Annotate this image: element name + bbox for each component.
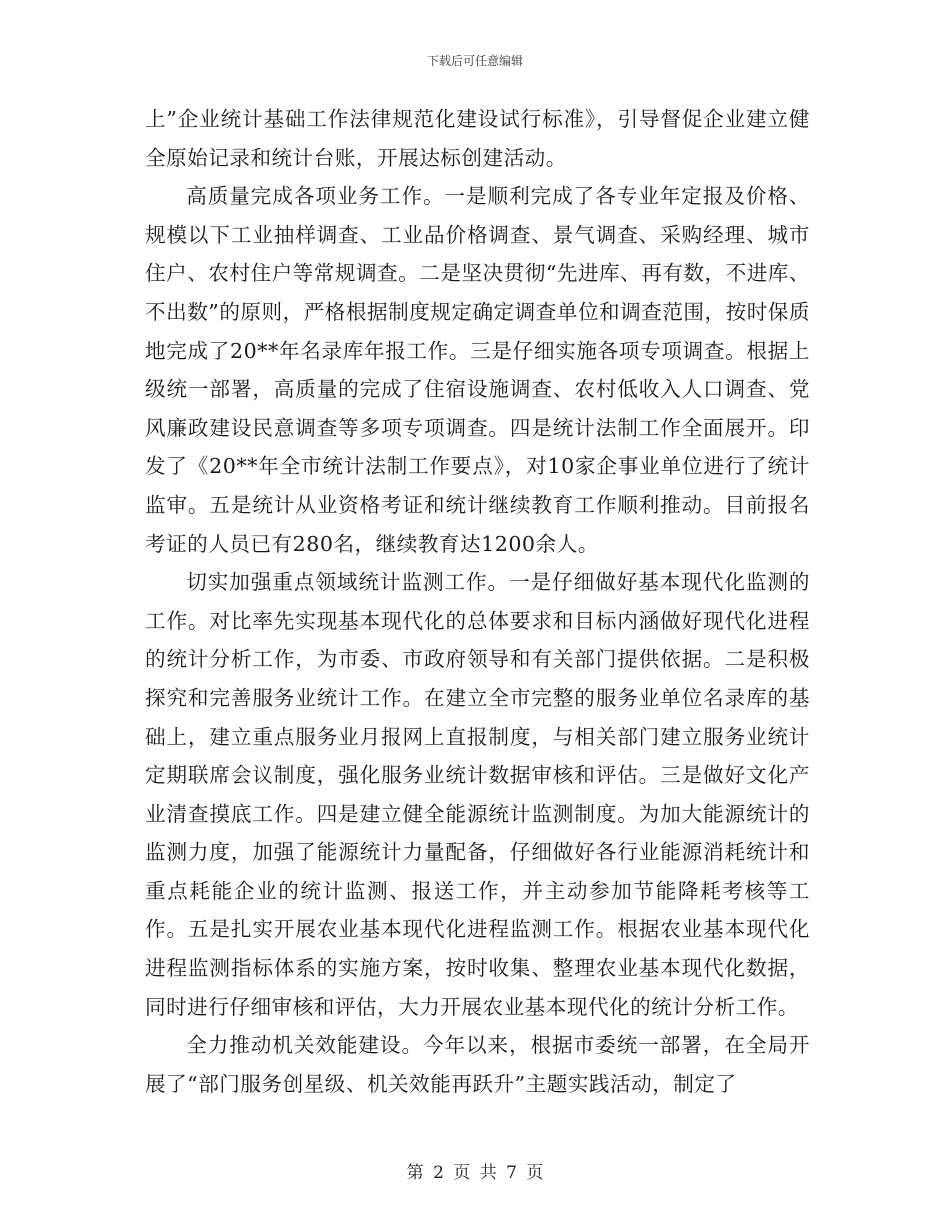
page-number: 第 2 页 共 7 页 [406, 1163, 544, 1183]
paragraph: 全力推动机关效能建设。今年以来，根据市委统一部署，在全局开展了“部门服务创星级、机关效能再跃升”主题实践活动，制定了 [145, 1033, 810, 1096]
paragraph: 上”企业统计基础工作法律规范化建设试行标准》，引导督促企业建立健全原始记录和统计台账，开展达标创建活动。 [145, 107, 810, 170]
paragraph: 高质量完成各项业务工作。一是顺利完成了各专业年定报及价格、规模以下工业抽样调查、工业品价格调查、景气调查、采购经理、城市住户、农村住户等常规调查。二是坚决贯彻“先进库、再有数，不进库、不出数”的原则，严格根据制度规定确定调查单位和调查范围，按时保质地完成了20**年名录库年报工作。三是仔细实施各项专项调查。根据上级统一部署，高质量的完成了住宿设施调查、农村低收入人口调查、党风廉政建设民意调查等多项专项调查。四是统计法制工作全面展开。印发了《20**年全市统计法制工作要点》，对10家企事业单位进行了统计监审。五是统计从业资格考证和统计继续教育工作顺利推动。目前报名考证的人员已有280名，继续教育达1200余人。 [145, 184, 810, 556]
body-text [145, 100, 810, 1103]
paragraph: 切实加强重点领域统计监测工作。一是仔细做好基本现代化监测的工作。对比率先实现基本现代化的总体要求和目标内涵做好现代化进程的统计分析工作，为市委、市政府领导和有关部门提供依据。二是积极探究和完善服务业统计工作。在建立全市完整的服务业单位名录库的基础上，建立重点服务业月报网上直报制度，与相关部门建立服务业统计定期联席会议制度，强化服务业统计数据审核和评估。三是做好文化产业清查摸底工作。四是建立健全能源统计监测制度。为加大能源统计的监测力度，加强了能源统计力量配备，仔细做好各行业能源消耗统计和重点耗能企业的统计监测、报送工作，并主动参加节能降耗考核等工作。五是扎实开展农业基本现代化进程监测工作。根据农业基本现代化进程监测指标体系的实施方案，按时收集、整理农业基本现代化数据，同时进行仔细审核和评估，大力开展农业基本现代化的统计分析工作。 [145, 570, 810, 1019]
header-note: 下载后可任意编辑 [426, 54, 523, 68]
